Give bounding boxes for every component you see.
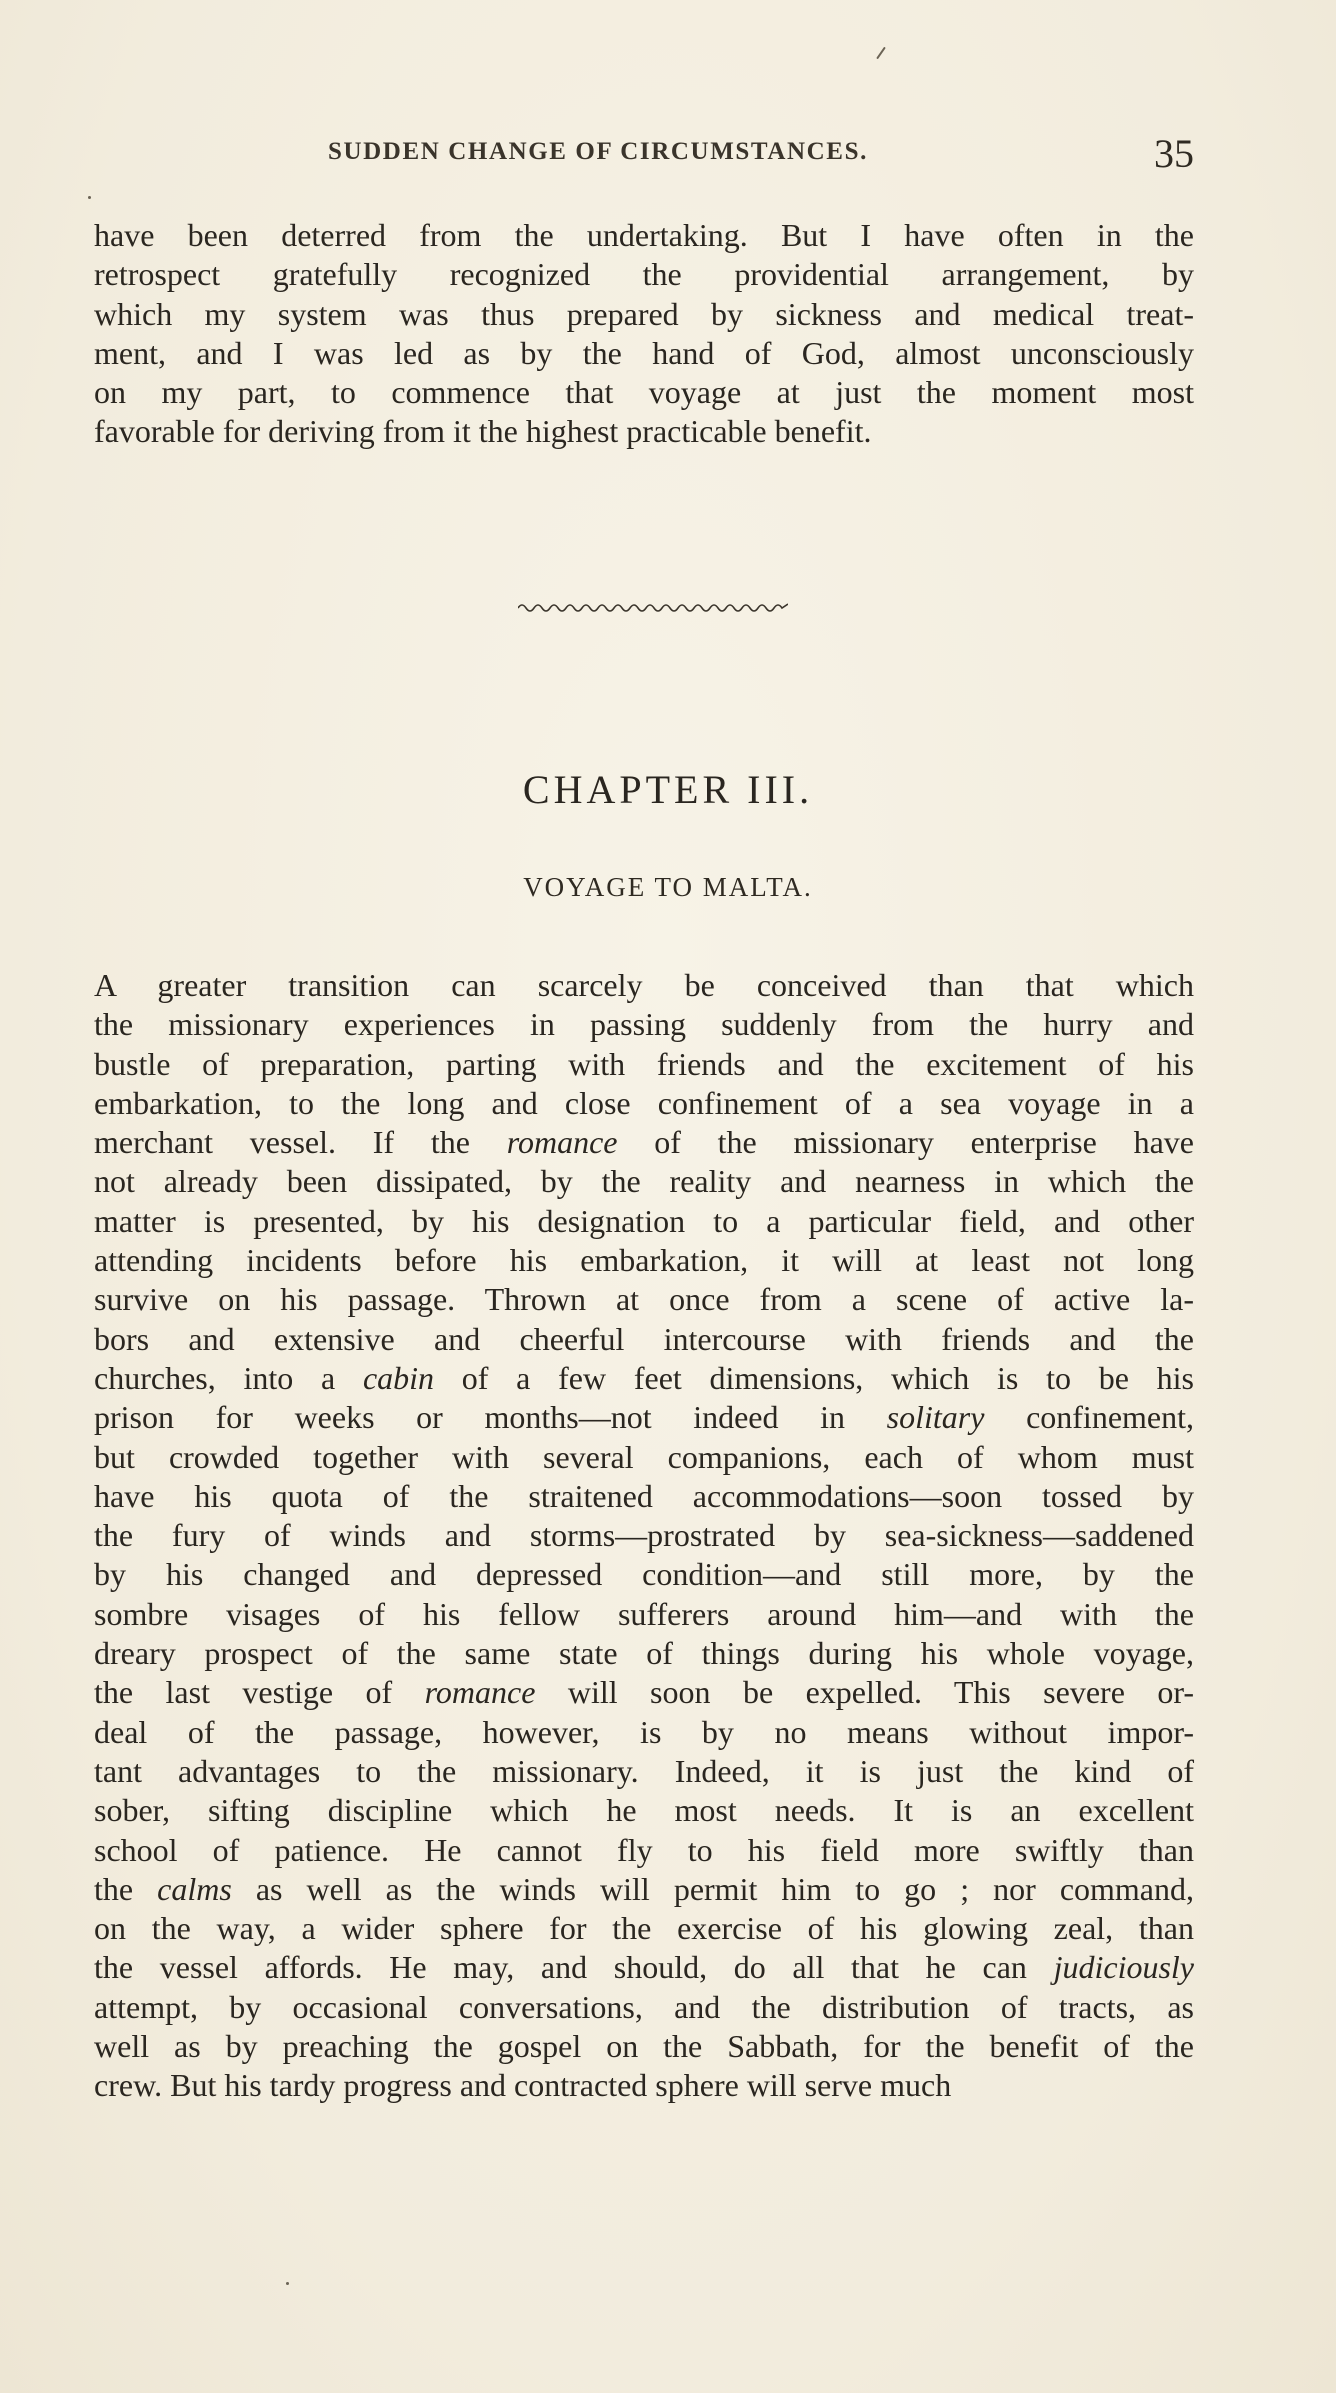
text-segment: the bbox=[94, 1870, 158, 1907]
text-segment: the last vestige of bbox=[94, 1674, 425, 1711]
text-line: sombre visages of his fellow sufferers around him—and with the bbox=[94, 1595, 1194, 1632]
page-header bbox=[94, 131, 1194, 178]
text-line: attempt, by occasional conversations, and the distribution of tracts, as bbox=[94, 1988, 1194, 2025]
text-line: the fury of winds and storms—prostrated by sea-sickness—saddened bbox=[94, 1517, 1194, 1554]
italic-word: judiciously bbox=[1053, 1949, 1194, 1986]
text-segment: as well as the winds will permit him to go ; nor command, bbox=[231, 1870, 1195, 1907]
text-line: not already been dissipated, by the reality and nearness in which the bbox=[94, 1163, 1194, 1200]
text-line: school of patience. He cannot fly to his field more swiftly than bbox=[94, 1831, 1194, 1868]
chapter-title: CHAPTER III. bbox=[522, 767, 814, 812]
paper-speck bbox=[286, 2282, 289, 2285]
italic-word: cabin bbox=[362, 1359, 435, 1396]
text-line bbox=[94, 1398, 1194, 1437]
text-line: bustle of preparation, parting with friends and the excitement of his bbox=[94, 1045, 1194, 1082]
text-segment: merchant vessel. If the bbox=[94, 1124, 507, 1161]
text-line: which my system was thus prepared by sickness and medical treat- bbox=[94, 295, 1194, 332]
italic-word: romance bbox=[424, 1674, 536, 1711]
text-line: the missionary experiences in passing suddenly from the hurry and bbox=[94, 1006, 1194, 1043]
text-line: bors and extensive and cheerful intercourse with friends and the bbox=[94, 1320, 1194, 1357]
text-segment: churches, into a bbox=[94, 1359, 363, 1396]
text-segment: the vessel affords. He may, and should, do all that he can bbox=[94, 1949, 1054, 1986]
text-line: favorable for deriving from it the highest practicable benefit. bbox=[94, 413, 872, 450]
paper-speck bbox=[876, 47, 886, 60]
paper-speck bbox=[88, 196, 91, 199]
text-line: survive on his passage. Thrown at once from a scene of active la- bbox=[94, 1281, 1194, 1318]
text-line: by his changed and depressed condition—and still more, by the bbox=[94, 1556, 1194, 1593]
chapter-body-paragraph bbox=[94, 966, 1194, 2106]
text-line: retrospect gratefully recognized the providential arrangement, by bbox=[94, 256, 1194, 293]
wavy-ornament-divider bbox=[518, 600, 788, 616]
text-line: sober, sifting discipline which he most needs. It is an excellent bbox=[94, 1792, 1194, 1829]
text-line: attending incidents before his embarkation, it will at least not long bbox=[94, 1242, 1194, 1279]
page-number: 35 bbox=[1154, 131, 1194, 176]
paragraph-continued bbox=[94, 216, 1194, 452]
italic-word: calms bbox=[157, 1870, 232, 1907]
text-line: on my part, to commence that voyage at just the moment most bbox=[94, 374, 1194, 411]
text-segment: prison for weeks or months—not indeed in bbox=[94, 1399, 887, 1436]
text-line: A greater transition can scarcely be conceived than that which bbox=[94, 967, 1194, 1003]
text-line: dreary prospect of the same state of things during his whole voyage, bbox=[94, 1635, 1194, 1672]
text-segment: of a few feet dimensions, which is to be his bbox=[434, 1359, 1195, 1396]
running-head: SUDDEN CHANGE OF CIRCUMSTANCES. bbox=[328, 138, 868, 165]
text-segment: confinement, bbox=[984, 1399, 1195, 1436]
text-segment: will soon be expelled. This severe or- bbox=[535, 1674, 1195, 1711]
text-segment: of the missionary enterprise have bbox=[617, 1124, 1195, 1161]
text-line bbox=[94, 1948, 1194, 1987]
italic-word: romance bbox=[506, 1124, 618, 1161]
text-line: matter is presented, by his designation to a particular field, and other bbox=[94, 1202, 1194, 1239]
italic-word: solitary bbox=[886, 1399, 985, 1436]
text-line: ment, and I was led as by the hand of God, almost unconsciously bbox=[94, 334, 1194, 371]
text-line: well as by preaching the gospel on the Sabbath, for the benefit of the bbox=[94, 2028, 1194, 2065]
text-line: embarkation, to the long and close confinement of a sea voyage in a bbox=[94, 1084, 1194, 1121]
text-line: have his quota of the straitened accommodations—soon tossed by bbox=[94, 1477, 1194, 1514]
text-line: have been deterred from the undertaking. But I have often in the bbox=[94, 217, 1194, 253]
chapter-subtitle: VOYAGE TO MALTA. bbox=[523, 872, 813, 902]
text-line: crew. But his tardy progress and contracted sphere will serve much bbox=[94, 2067, 952, 2104]
text-line bbox=[94, 1123, 1194, 1162]
text-line: deal of the passage, however, is by no means without impor- bbox=[94, 1713, 1194, 1750]
text-line bbox=[94, 1870, 1194, 1909]
text-line: on the way, a wider sphere for the exercise of his glowing zeal, than bbox=[94, 1910, 1194, 1947]
text-line: but crowded together with several companions, each of whom must bbox=[94, 1438, 1194, 1475]
text-line bbox=[94, 1673, 1194, 1712]
text-line: tant advantages to the missionary. Indeed, it is just the kind of bbox=[94, 1752, 1194, 1789]
text-line bbox=[94, 1359, 1194, 1398]
